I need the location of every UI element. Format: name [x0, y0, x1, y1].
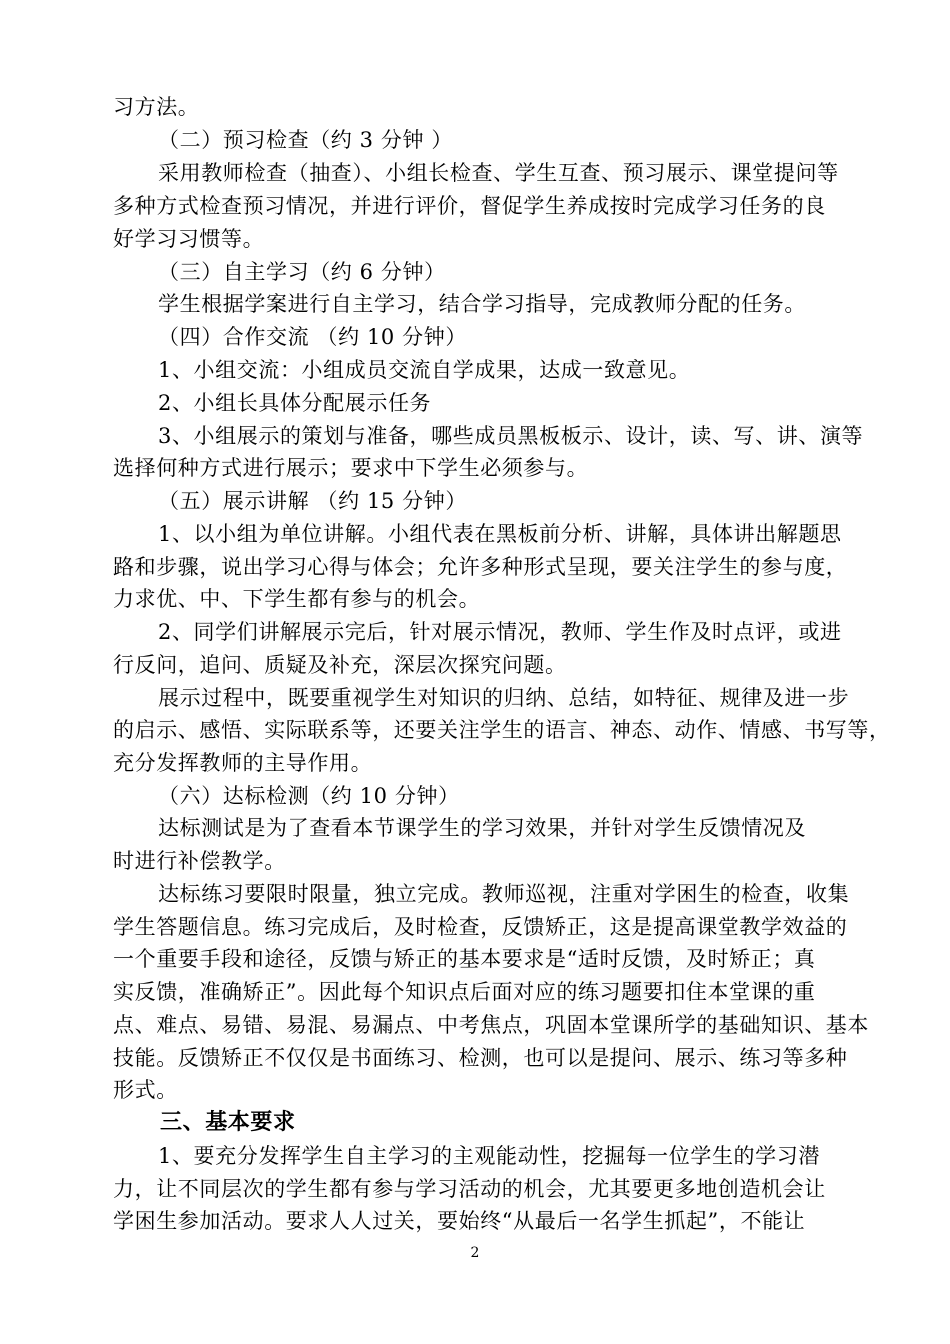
paragraph-line: 习方法。 [113, 95, 200, 119]
paragraph-line: 力求优、中、下学生都有参与的机会。 [113, 587, 481, 611]
paragraph-line: 学困生参加活动。要求人人过关，要始终“从最后一名学生抓起”，不能让 [113, 1209, 806, 1233]
paragraph-line: 1、以小组为单位讲解。小组代表在黑板前分析、讲解，具体讲出解题思 [158, 522, 842, 546]
paragraph-line: 充分发挥教师的主导作用。 [113, 751, 373, 775]
paragraph-line: 好学习习惯等。 [113, 227, 265, 251]
paragraph-line: 行反问，追问、质疑及补充，深层次探究问题。 [113, 653, 567, 677]
paragraph-line: 时进行补偿教学。 [113, 849, 286, 873]
paragraph-line: 1、小组交流：小组成员交流自学成果，达成一致意见。 [158, 358, 691, 382]
paragraph-line: 1、要充分发挥学生自主学习的主观能动性，挖掘每一位学生的学习潜 [158, 1144, 820, 1168]
paragraph-line: 点、难点、易错、易混、易漏点、中考焦点，巩固本堂课所学的基础知识、基本 [113, 1013, 869, 1037]
paragraph-line: 技能。反馈矫正不仅仅是书面练习、检测，也可以是提问、展示、练习等多种 [113, 1046, 848, 1070]
paragraph-line: 路和步骤，说出学习心得与体会；允许多种形式呈现，要关注学生的参与度， [113, 555, 848, 579]
section-heading: （六）达标检测（约 10 分钟） [158, 784, 460, 808]
paragraph-line: 多种方式检查预习情况，并进行评价，督促学生养成按时完成学习任务的良 [113, 194, 826, 218]
paragraph-line: 3、小组展示的策划与准备，哪些成员黑板板示、设计，读、写、讲、演等 [158, 424, 864, 448]
paragraph-line: 2、小组长具体分配展示任务 [158, 391, 432, 415]
section-heading: （三）自主学习（约 6 分钟） [158, 260, 446, 284]
section-heading: （二）预习检查（约 3 分钟 ） [158, 128, 453, 152]
section-title: 三、基本要求 [160, 1110, 296, 1135]
section-heading: （五）展示讲解 （约 15 分钟） [158, 489, 467, 513]
paragraph-line: 的启示、感悟、实际联系等，还要关注学生的语言、神态、动作、情感、书写等， [113, 718, 891, 742]
paragraph-line: 展示过程中，既要重视学生对知识的归纳、总结，如特征、规律及进一步 [158, 686, 850, 710]
paragraph-line: 形式。 [113, 1078, 178, 1102]
paragraph-line: 一个重要手段和途径，反馈与矫正的基本要求是“适时反馈，及时矫正；真 [113, 947, 816, 971]
paragraph-line: 力，让不同层次的学生都有参与学习活动的机会，尤其要更多地创造机会让 [113, 1177, 826, 1201]
paragraph-line: 达标测试是为了查看本节课学生的学习效果，并针对学生反馈情况及 [158, 816, 806, 840]
paragraph-line: 学生答题信息。练习完成后，及时检查，反馈矫正，这是提高课堂教学效益的 [113, 915, 848, 939]
paragraph-line: 达标练习要限时限量，独立完成。教师巡视，注重对学困生的检查，收集 [158, 882, 850, 906]
page-number: 2 [470, 1245, 480, 1261]
paragraph-line: 选择何种方式进行展示；要求中下学生必须参与。 [113, 456, 589, 480]
paragraph-line: 2、同学们讲解展示完后，针对展示情况，教师、学生作及时点评，或进 [158, 620, 842, 644]
paragraph-line: 采用教师检查（抽查）、小组长检查、学生互查、预习展示、课堂提问等 [158, 161, 839, 185]
paragraph-line: 实反馈，准确矫正”。因此每个知识点后面对应的练习题要扣住本堂课的重 [113, 980, 816, 1004]
section-heading: （四）合作交流 （约 10 分钟） [158, 325, 467, 349]
paragraph-line: 学生根据学案进行自主学习，结合学习指导，完成教师分配的任务。 [158, 292, 806, 316]
